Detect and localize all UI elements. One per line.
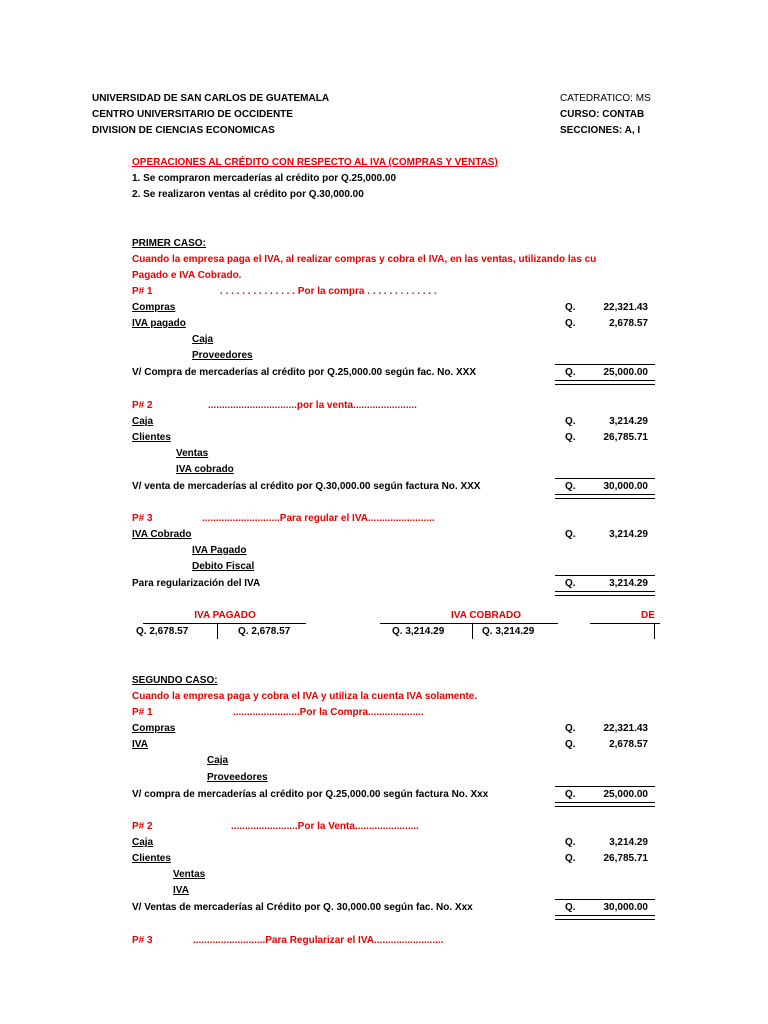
total-amount: 30,000.00: [603, 902, 648, 913]
t-account-iva-pagado-title: IVA PAGADO: [194, 610, 256, 621]
t-account-iva-cobrado-title: IVA COBRADO: [451, 610, 521, 621]
entry-heading: ........................Por la Venta.......................: [231, 821, 419, 832]
case1-description-1: Cuando la empresa paga el IVA, al realizar compras y cobra el IVA, en las ventas, utilizando las cu: [132, 254, 597, 265]
debit-amount: 3,214.29: [609, 837, 648, 848]
entry-heading: . . . . . . . . . . . . . . Por la compra . . . . . . . . . . . . .: [220, 286, 437, 297]
double-underline: [555, 380, 655, 385]
total-amount: 30,000.00: [603, 481, 648, 492]
currency-label: Q.: [565, 578, 576, 589]
debit-account: Clientes: [132, 432, 171, 443]
credit-account: Proveedores: [207, 772, 268, 783]
debit-amount: 26,785.71: [603, 432, 648, 443]
t-account-top-line: [143, 623, 306, 624]
entry-heading: ............................Para regular el IVA........................: [202, 513, 435, 524]
entry-description: V/ compra de mercaderías al crédito por Q.25,000.00 según factura No. Xxx: [132, 789, 489, 800]
t-account-divider: [654, 623, 655, 639]
currency-label: Q.: [565, 416, 576, 427]
currency-label: Q.: [565, 481, 576, 492]
debit-account: IVA pagado: [132, 318, 186, 329]
total-line: [555, 899, 655, 900]
currency-label: Q.: [565, 529, 576, 540]
t-account-divider: [217, 623, 218, 639]
division-name: DIVISION DE CIENCIAS ECONOMICAS: [92, 125, 275, 136]
currency-label: Q.: [565, 723, 576, 734]
t-account-divider: [472, 623, 473, 639]
entry-description: V/ Compra de mercaderías al crédito por Q.25,000.00 según fac. No. XXX: [132, 367, 477, 378]
credit-account: Debito Fiscal: [192, 561, 255, 572]
case2-title: SEGUNDO CASO:: [132, 675, 218, 686]
university-name: UNIVERSIDAD DE SAN CARLOS DE GUATEMALA: [92, 93, 330, 104]
double-underline: [555, 802, 655, 807]
total-line: [555, 786, 655, 787]
entry-number: P# 2: [132, 400, 153, 411]
total-line: [555, 575, 655, 576]
secciones-label: SECCIONES: A, I: [560, 125, 641, 136]
case1-description-2: Pagado e IVA Cobrado.: [132, 270, 242, 281]
credit-account: Ventas: [176, 448, 209, 459]
debit-amount: 26,785.71: [603, 853, 648, 864]
t-account-credit: Q. 2,678.57: [238, 626, 291, 637]
credit-account: Proveedores: [192, 350, 253, 361]
entry-number: P# 1: [132, 286, 153, 297]
total-amount: 25,000.00: [603, 367, 648, 378]
curso-label: CURSO: CONTAB: [560, 109, 645, 120]
t-account-top-line: [590, 623, 660, 624]
operation-line-1: 1. Se compraron mercaderías al crédito por Q.25,000.00: [132, 173, 397, 184]
center-name: CENTRO UNIVERSITARIO DE OCCIDENTE: [92, 109, 293, 120]
double-underline: [555, 591, 655, 596]
currency-label: Q.: [565, 367, 576, 378]
debit-account: Compras: [132, 723, 176, 734]
t-account-top-line: [380, 623, 558, 624]
entry-number: P# 1: [132, 707, 153, 718]
debit-amount: 2,678.57: [609, 318, 648, 329]
credit-account: IVA cobrado: [176, 464, 234, 475]
currency-label: Q.: [565, 789, 576, 800]
debit-amount: 2,678.57: [609, 739, 648, 750]
case2-description: Cuando la empresa paga y cobra el IVA y utiliza la cuenta IVA solamente.: [132, 691, 478, 702]
credit-account: Caja: [192, 334, 214, 345]
debit-account: IVA: [132, 739, 148, 750]
debit-account: Caja: [132, 416, 154, 427]
currency-label: Q.: [565, 302, 576, 313]
currency-label: Q.: [565, 432, 576, 443]
total-amount: 3,214.29: [609, 578, 648, 589]
entry-heading: ..........................Para Regularizar el IVA.........................: [193, 935, 444, 946]
operation-line-2: 2. Se realizaron ventas al crédito por Q.30,000.00: [132, 189, 364, 200]
entry-description: V/ Ventas de mercaderías al Crédito por Q. 30,000.00 según fac. No. Xxx: [132, 902, 473, 913]
entry-number: P# 3: [132, 935, 153, 946]
catedratico-label: CATEDRATICO: MS: [560, 93, 651, 104]
t-account-credit: Q. 3,214.29: [482, 626, 535, 637]
operations-title: OPERACIONES AL CRÉDITO CON RESPECTO AL IVA (COMPRAS Y VENTAS): [132, 157, 498, 168]
entry-heading: ................................por la venta.......................: [208, 400, 417, 411]
credit-account: IVA: [173, 885, 189, 896]
entry-number: P# 3: [132, 513, 153, 524]
double-underline: [555, 915, 655, 920]
currency-label: Q.: [565, 902, 576, 913]
currency-label: Q.: [565, 837, 576, 848]
credit-account: Caja: [207, 755, 229, 766]
credit-account: Ventas: [173, 869, 206, 880]
case1-title: PRIMER CASO:: [132, 238, 206, 249]
debit-amount: 3,214.29: [609, 416, 648, 427]
entry-heading: ........................Por la Compra....................: [233, 707, 424, 718]
currency-label: Q.: [565, 318, 576, 329]
debit-amount: 22,321.43: [603, 302, 648, 313]
total-line: [555, 364, 655, 365]
currency-label: Q.: [565, 739, 576, 750]
t-account-third-title: DE: [641, 610, 655, 621]
entry-number: P# 2: [132, 821, 153, 832]
debit-account: Compras: [132, 302, 176, 313]
entry-description: Para regularización del IVA: [132, 578, 261, 589]
t-account-debit: Q. 3,214.29: [392, 626, 445, 637]
debit-account: Caja: [132, 837, 154, 848]
total-amount: 25,000.00: [603, 789, 648, 800]
currency-label: Q.: [565, 853, 576, 864]
t-account-debit: Q. 2,678.57: [136, 626, 189, 637]
debit-amount: 3,214.29: [609, 529, 648, 540]
credit-account: IVA Pagado: [192, 545, 247, 556]
debit-amount: 22,321.43: [603, 723, 648, 734]
debit-account: IVA Cobrado: [132, 529, 192, 540]
entry-description: V/ venta de mercaderías al crédito por Q.30,000.00 según factura No. XXX: [132, 481, 481, 492]
debit-account: Clientes: [132, 853, 171, 864]
total-line: [555, 478, 655, 479]
double-underline: [555, 494, 655, 499]
